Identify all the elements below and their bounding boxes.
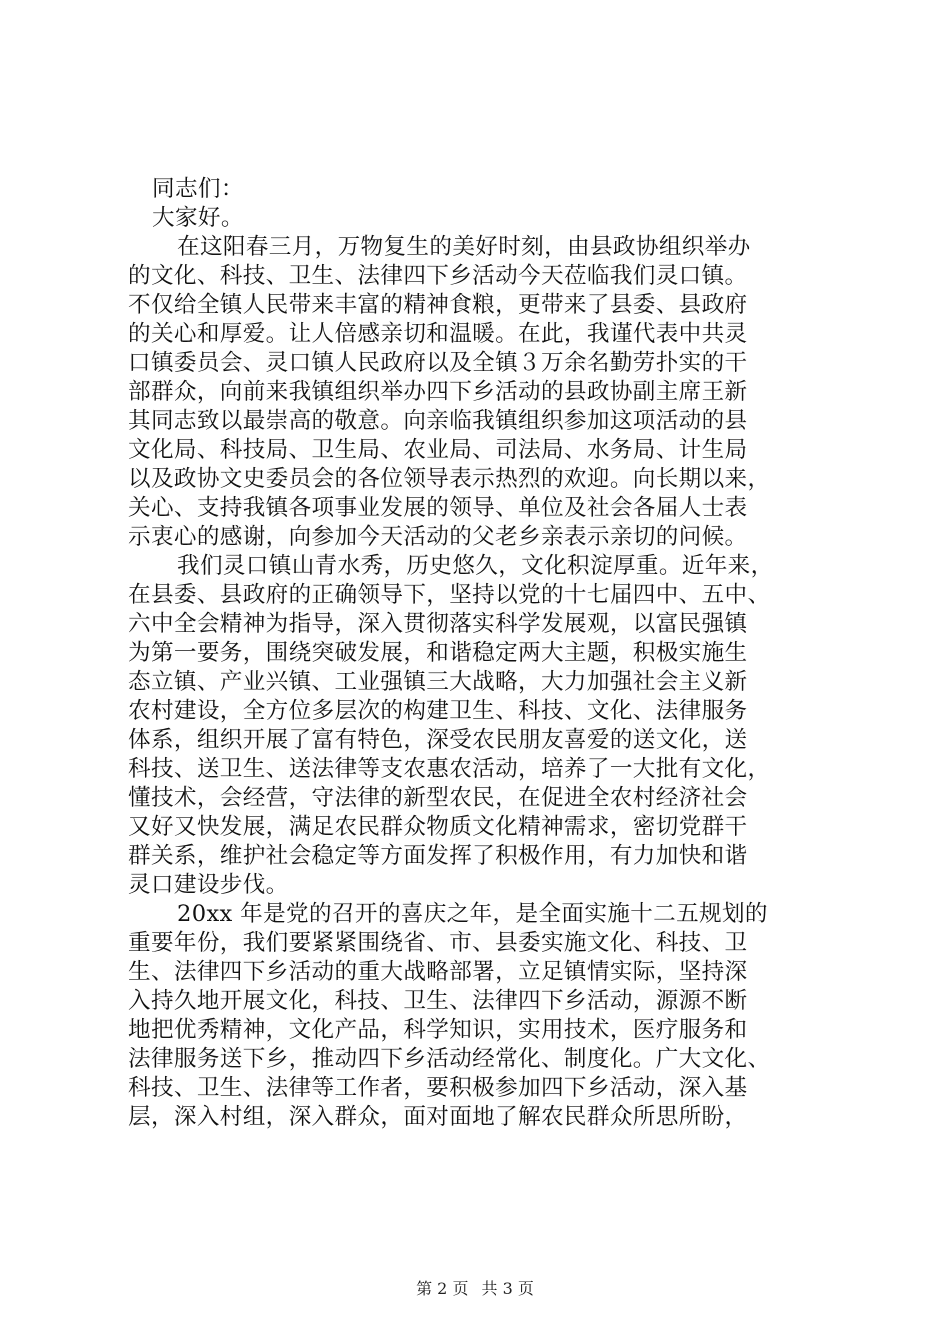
page-number: 第 2 页 <box>416 1279 469 1298</box>
text-line: 不仅给全镇人民带来丰富的精神食粮，更带来了县委、县政府 <box>128 292 748 318</box>
text-line: 又好又快发展，满足农民群众物质文化精神需求，密切党群干 <box>128 814 748 840</box>
text-line: 示衷心的感谢，向参加今天活动的父老乡亲表示亲切的问候。 <box>128 524 748 550</box>
text-line: 的文化、科技、卫生、法律四下乡活动今天莅临我们灵口镇。 <box>128 263 748 289</box>
text-line: 关心、支持我镇各项事业发展的领导、单位及社会各届人士表 <box>128 495 748 521</box>
page-footer <box>0 1278 950 1300</box>
text-line: 其同志致以最崇高的敬意。向亲临我镇组织参加这项活动的县 <box>128 408 748 434</box>
text-line: 体系，组织开展了富有特色，深受农民朋友喜爱的送文化，送 <box>128 727 748 753</box>
text-line: 地把优秀精神，文化产品，科学知识，实用技术，医疗服务和 <box>128 1017 748 1043</box>
page-total: 共 3 页 <box>481 1279 534 1298</box>
text-line: 同志们： <box>152 176 244 202</box>
text-line: 态立镇、产业兴镇、工业强镇三大战略，大力加强社会主义新 <box>128 669 748 695</box>
text-line: 灵口建设步伐。 <box>128 872 289 898</box>
text-line: 在县委、县政府的正确领导下，坚持以党的十七届四中、五中、 <box>128 582 771 608</box>
text-line: 科技、卫生、法律等工作者，要积极参加四下乡活动，深入基 <box>128 1075 748 1101</box>
text-line: 法律服务送下乡，推动四下乡活动经常化、制度化。广大文化、 <box>128 1046 771 1072</box>
text-line: 为第一要务，围绕突破发展，和谐稳定两大主题，积极实施生 <box>128 640 748 666</box>
text-line: 农村建设，全方位多层次的构建卫生、科技、文化、法律服务 <box>128 698 748 724</box>
text-line: 的关心和厚爱。让人倍感亲切和温暖。在此，我谨代表中共灵 <box>128 321 748 347</box>
text-line: 科技、送卫生、送法律等支农惠农活动，培养了一大批有文化， <box>128 756 771 782</box>
text-line: 20xx 年是党的召开的喜庆之年，是全面实施十二五规划的 <box>177 901 768 927</box>
text-line: 生、法律四下乡活动的重大战略部署，立足镇情实际，坚持深 <box>128 959 748 985</box>
text-line: 六中全会精神为指导，深入贯彻落实科学发展观，以富民强镇 <box>128 611 748 637</box>
text-line: 层，深入村组，深入群众，面对面地了解农民群众所思所盼， <box>128 1104 748 1130</box>
text-line: 口镇委员会、灵口镇人民政府以及全镇３万余名勤劳扑实的干 <box>128 350 748 376</box>
text-line: 懂技术，会经营，守法律的新型农民，在促进全农村经济社会 <box>128 785 748 811</box>
text-line: 以及政协文史委员会的各位领导表示热烈的欢迎。向长期以来， <box>128 466 771 492</box>
text-line: 入持久地开展文化，科技、卫生、法律四下乡活动，源源不断 <box>128 988 748 1014</box>
text-line: 文化局、科技局、卫生局、农业局、司法局、水务局、计生局 <box>128 437 748 463</box>
text-line: 部群众，向前来我镇组织举办四下乡活动的县政协副主席王新 <box>128 379 748 405</box>
text-line: 我们灵口镇山青水秀，历史悠久，文化积淀厚重。近年来， <box>177 553 774 579</box>
text-line: 重要年份，我们要紧紧围绕省、市、县委实施文化、科技、卫 <box>128 930 748 956</box>
text-line: 在这阳春三月，万物复生的美好时刻，由县政协组织举办 <box>177 234 751 260</box>
text-line: 群关系，维护社会稳定等方面发挥了积极作用，有力加快和谐 <box>128 843 748 869</box>
text-line: 大家好。 <box>152 205 244 231</box>
